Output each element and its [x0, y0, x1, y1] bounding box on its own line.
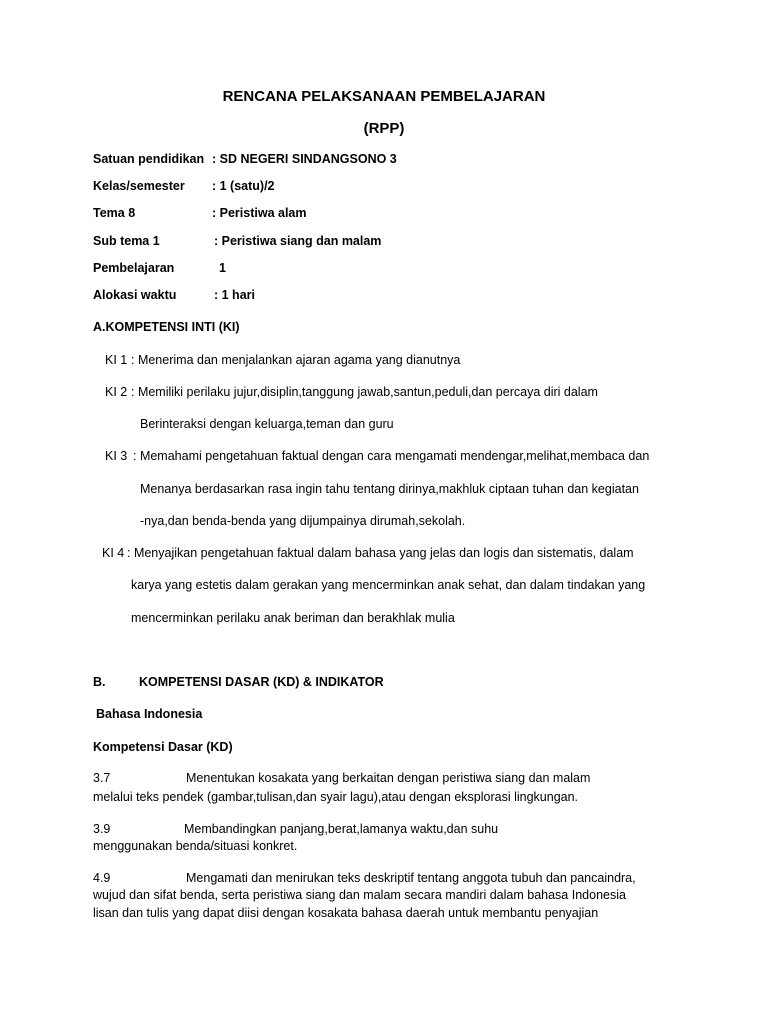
- kd-text: wujud dan sifat benda, serta peristiwa siang dan malam secara mandiri dalam bahasa Indonesia: [93, 888, 626, 902]
- section-b-heading: KOMPETENSI DASAR (KD) & INDIKATOR: [139, 675, 384, 689]
- kd-text: Mengamati dan menirukan teks deskriptif tentang anggota tubuh dan pancaindra,: [186, 871, 636, 885]
- ki3-continuation: -nya,dan benda-benda yang dijumpainya dirumah,sekolah.: [140, 514, 466, 528]
- identity-value: : 1 hari: [214, 288, 255, 302]
- kd-text: melalui teks pendek (gambar,tulisan,dan syair lagu),atau dengan eksplorasi lingkungan.: [93, 790, 579, 804]
- section-a-heading: A.KOMPETENSI INTI (KI): [93, 320, 240, 334]
- ki4-continuation: karya yang estetis dalam gerakan yang mencerminkan anak sehat, dan dalam tindakan yang: [131, 578, 646, 592]
- kd-text: menggunakan benda/situasi konkret.: [93, 839, 298, 853]
- kd-text: Membandingkan panjang,berat,lamanya waktu,dan suhu: [184, 822, 499, 836]
- kd-number: 3.9: [93, 822, 111, 836]
- identity-label: Kelas/semester: [93, 179, 185, 193]
- ki2-continuation: Berinteraksi dengan keluarga,teman dan guru: [140, 417, 394, 431]
- identity-value: 1: [219, 261, 226, 275]
- kd-number: 4.9: [93, 871, 111, 885]
- document-subtitle: (RPP): [363, 120, 405, 137]
- kd-text: Menentukan kosakata yang berkaitan dengan peristiwa siang dan malam: [186, 771, 591, 785]
- ki1-text: : Menerima dan menjalankan ajaran agama yang dianutnya: [131, 353, 461, 367]
- ki4-label: KI 4: [102, 546, 125, 560]
- ki2-label: KI 2: [105, 385, 128, 399]
- kd-number: 3.7: [93, 771, 111, 785]
- subject-heading: Bahasa Indonesia: [96, 707, 203, 721]
- identity-value: : SD NEGERI SINDANGSONO 3: [212, 152, 397, 166]
- identity-value: : Peristiwa alam: [212, 206, 307, 220]
- ki2-text: : Memiliki perilaku jujur,disiplin,tanggung jawab,santun,peduli,dan percaya diri dalam: [131, 385, 598, 399]
- identity-label: Satuan pendidikan: [93, 152, 205, 166]
- identity-label: Sub tema 1: [93, 234, 160, 248]
- ki1-label: KI 1: [105, 353, 128, 367]
- identity-value: : 1 (satu)/2: [212, 179, 275, 193]
- ki4-text: : Menyajikan pengetahuan faktual dalam bahasa yang jelas dan logis dan sistematis, dalam: [127, 546, 634, 560]
- ki3-label: KI 3: [105, 449, 128, 463]
- ki4-continuation: mencerminkan perilaku anak beriman dan berakhlak mulia: [131, 611, 455, 625]
- identity-label: Pembelajaran: [93, 261, 175, 275]
- section-b-letter: B.: [93, 675, 106, 689]
- kd-text: lisan dan tulis yang dapat diisi dengan kosakata bahasa daerah untuk membantu penyajian: [93, 906, 599, 920]
- document-title: RENCANA PELAKSANAAN PEMBELAJARAN: [222, 88, 546, 105]
- identity-label: Alokasi waktu: [93, 288, 177, 302]
- identity-label: Tema 8: [93, 206, 136, 220]
- kd-heading: Kompetensi Dasar (KD): [93, 740, 233, 754]
- ki3-continuation: Menanya berdasarkan rasa ingin tahu tentang dirinya,makhluk ciptaan tuhan dan kegiatan: [140, 482, 639, 496]
- identity-value: : Peristiwa siang dan malam: [214, 234, 382, 248]
- ki3-text: : Memahami pengetahuan faktual dengan cara mengamati mendengar,melihat,membaca dan: [133, 449, 650, 463]
